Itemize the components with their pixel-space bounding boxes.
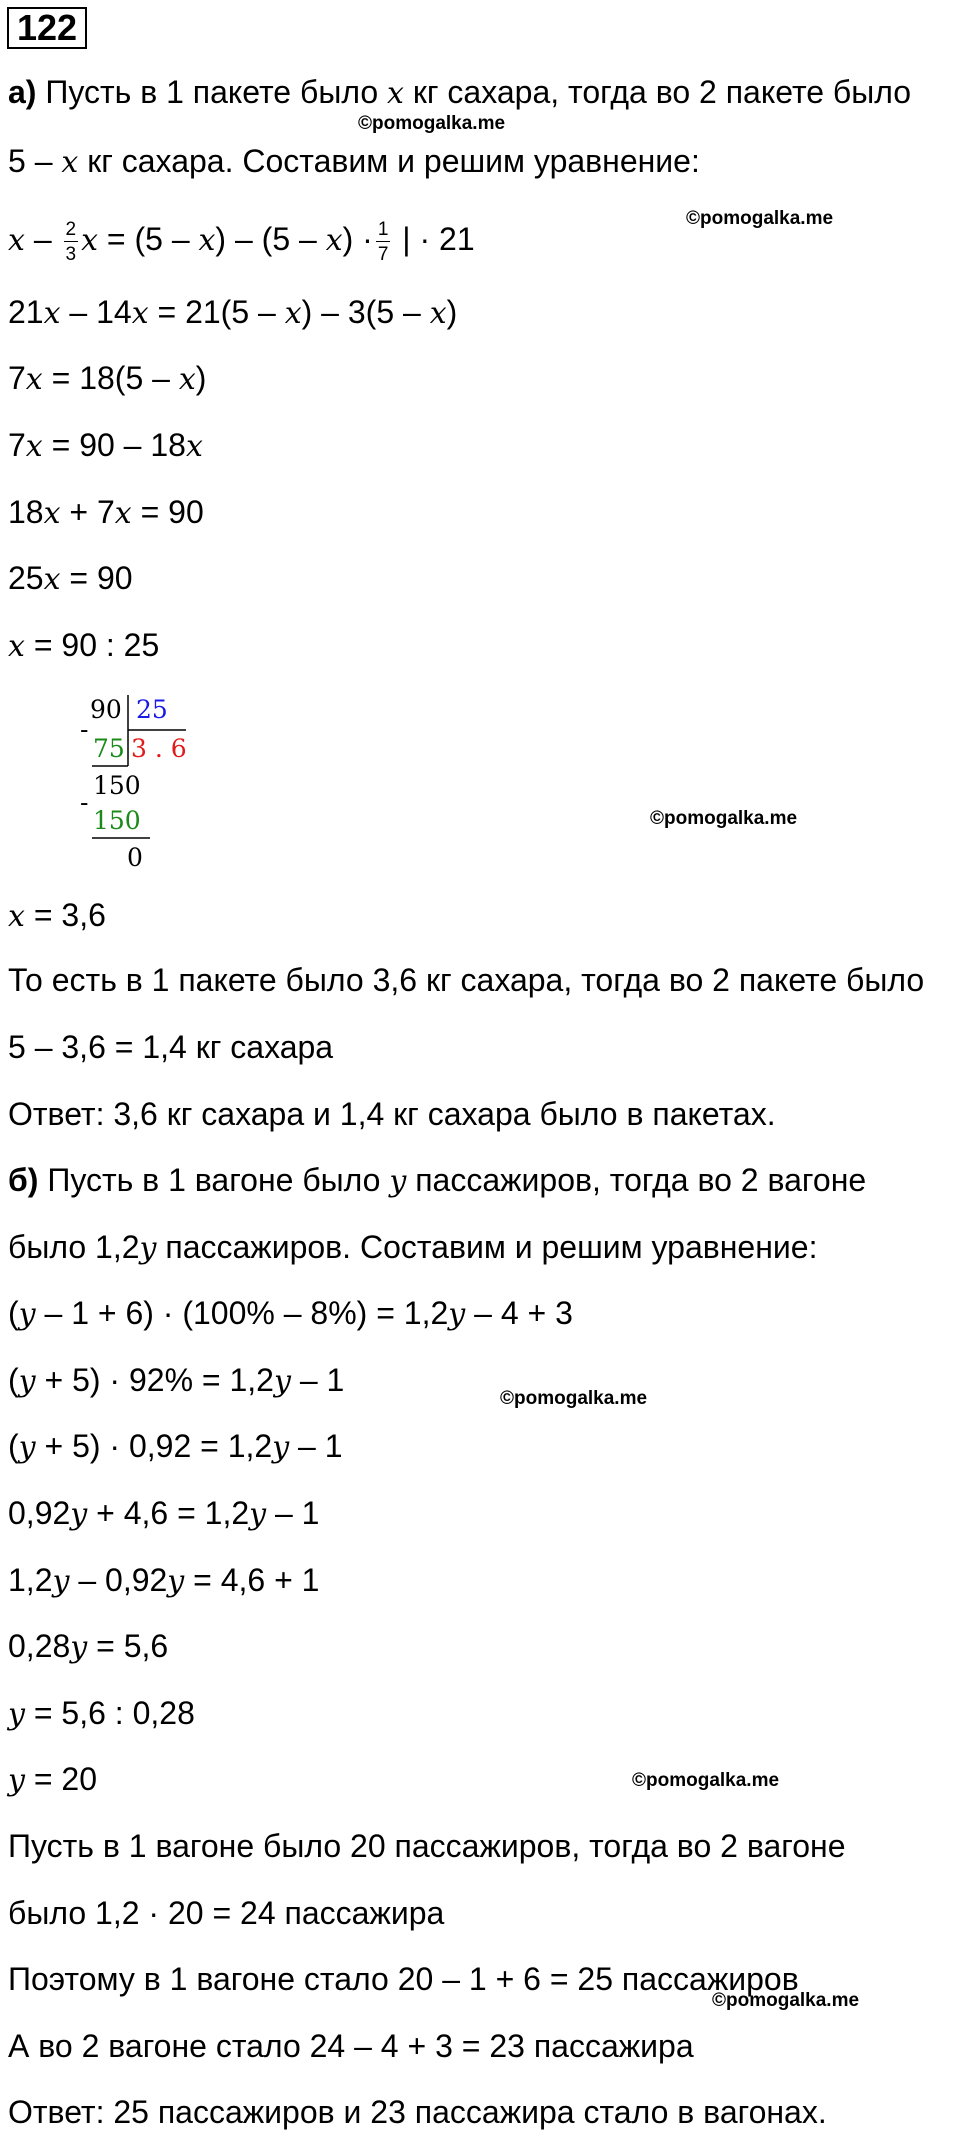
part-a-equation-4 [8, 425, 203, 467]
part-b-equation-6 [8, 1626, 168, 1668]
var-x: x [43, 562, 61, 597]
part-b-text-2: было 1,2 · 20 = 24 пассажира [8, 1895, 445, 1931]
text: – 1 [266, 1495, 320, 1531]
text: 1,2 [8, 1562, 53, 1598]
text: = 3,6 [24, 897, 106, 933]
division-remainder-2: 0 [127, 843, 143, 872]
text: 7 [8, 427, 26, 463]
text: 5 – [8, 143, 62, 179]
watermark: ©pomogalka.me [686, 208, 834, 229]
var-x: x [25, 429, 43, 464]
part-a-equation-5 [8, 492, 204, 534]
text: + 5) · 92% = 1,2 [35, 1362, 274, 1398]
numerator: 1 [377, 218, 389, 240]
text: = 20 [24, 1761, 98, 1797]
part-a-equation-6 [8, 558, 133, 600]
text: ) · [342, 221, 373, 257]
watermark: ©pomogalka.me [500, 1388, 648, 1409]
var-x: x [61, 145, 79, 180]
var-y: y [18, 1430, 36, 1465]
part-b-equation-4 [8, 1493, 319, 1535]
part-b-text-4: А во 2 вагоне стало 24 – 4 + 3 = 23 пассажира [8, 2028, 694, 2064]
text: – 1 [289, 1428, 343, 1464]
text: ( [8, 1295, 19, 1331]
part-b-answer: Ответ: 25 пассажиров и 23 пассажира стало в вагонах. [8, 2094, 827, 2130]
division-minus-1: - [80, 715, 89, 744]
division-subtrahend-1: 75 [93, 734, 125, 763]
division-minus-2: - [80, 788, 89, 817]
text: = 4,6 + 1 [184, 1562, 320, 1598]
part-b-label: б) [8, 1162, 39, 1198]
text: | · 21 [393, 221, 475, 257]
text: + 5) · 0,92 = 1,2 [35, 1428, 273, 1464]
part-a-equation-3 [8, 358, 206, 400]
task-number: 122 [7, 7, 87, 49]
var-y: y [18, 1297, 36, 1332]
text: = 5,6 [87, 1628, 169, 1664]
text: 21 [8, 294, 44, 330]
denominator: 3 [65, 243, 77, 265]
var-y: y [52, 1564, 70, 1599]
text: пассажиров. Составим и решим уравнение: [156, 1229, 818, 1265]
var-x: x [325, 223, 343, 258]
text: 18 [8, 494, 44, 530]
var-x: x [81, 223, 98, 258]
text: ) – (5 – [215, 221, 326, 257]
text: – 4 + 3 [465, 1295, 573, 1331]
var-x: x [387, 76, 404, 111]
text: пассажиров, тогда во 2 вагоне [406, 1162, 867, 1198]
var-y: y [249, 1497, 267, 1532]
text: Пусть в 1 пакете было [36, 74, 388, 110]
text: – 0,92 [69, 1562, 168, 1598]
text: = 90 [131, 494, 204, 530]
text: кг сахара. Составим и решим уравнение: [78, 143, 700, 179]
var-x: x [284, 296, 302, 331]
text: ) [446, 294, 458, 330]
numerator: 2 [65, 218, 77, 240]
var-y: y [70, 1630, 88, 1665]
var-x: x [8, 223, 25, 258]
text: – [24, 221, 61, 257]
text: = 5,6 : 0,28 [24, 1695, 195, 1731]
part-b-equation-5 [8, 1560, 319, 1602]
part-b-equation-8 [8, 1759, 97, 1801]
var-y: y [8, 1697, 25, 1732]
part-b-intro-line [8, 1160, 866, 1202]
fraction-two-thirds [64, 220, 79, 264]
text: = (5 – [98, 221, 199, 257]
text: было 1,2 [8, 1229, 140, 1265]
text: = 90 [60, 560, 133, 596]
part-a-equation-2 [8, 292, 457, 334]
text: ) – 3(5 – [301, 294, 430, 330]
watermark: ©pomogalka.me [632, 1770, 780, 1791]
var-y: y [272, 1430, 290, 1465]
var-y: y [389, 1164, 407, 1199]
division-quotient: 3 . 6 [131, 734, 187, 763]
var-x: x [198, 223, 216, 258]
part-a-label: а) [8, 74, 37, 110]
var-y: y [70, 1497, 88, 1532]
part-b-equation-1 [8, 1293, 573, 1335]
part-a-text-1: То есть в 1 пакете было 3,6 кг сахара, тогда во 2 пакете было [8, 962, 925, 998]
text: Пусть в 1 вагоне было [38, 1162, 390, 1198]
part-b-intro-line-2 [8, 1227, 817, 1269]
part-a-equation-1 [8, 219, 475, 264]
var-x: x [8, 899, 25, 934]
part-a-text-2: 5 – 3,6 = 1,4 кг сахара [8, 1029, 334, 1065]
watermark: ©pomogalka.me [358, 113, 506, 134]
var-x: x [114, 496, 132, 531]
text: – 1 + 6) · (100% – 8%) = 1,2 [35, 1295, 449, 1331]
text: – 14 [60, 294, 132, 330]
part-b-equation-3 [8, 1426, 343, 1468]
part-a-intro-line [8, 72, 911, 114]
text: ) [195, 360, 207, 396]
fraction-one-seventh [376, 220, 391, 264]
text: 25 [8, 560, 44, 596]
text: – 1 [290, 1362, 345, 1398]
var-y: y [273, 1364, 291, 1399]
part-a-equation-7 [8, 625, 159, 667]
text: ( [8, 1428, 19, 1464]
text: 0,28 [8, 1628, 71, 1664]
text: = 18(5 – [42, 360, 179, 396]
var-y: y [8, 1763, 25, 1798]
text: + 4,6 = 1,2 [87, 1495, 250, 1531]
var-x: x [429, 296, 447, 331]
var-y: y [139, 1231, 157, 1266]
division-subtrahend-2: 150 [93, 806, 141, 835]
var-y: y [18, 1364, 36, 1399]
var-y: y [448, 1297, 466, 1332]
text: 0,92 [8, 1495, 71, 1531]
var-x: x [131, 296, 149, 331]
part-b-text-1: Пусть в 1 вагоне было 20 пассажиров, тогда во 2 вагоне [8, 1828, 846, 1864]
text: = 21(5 – [148, 294, 285, 330]
text: 7 [8, 360, 26, 396]
division-remainder-1: 150 [93, 771, 141, 800]
part-a-result [8, 895, 106, 937]
var-x: x [185, 429, 203, 464]
division-dividend: 90 [90, 695, 122, 724]
var-x: x [43, 496, 61, 531]
part-b-equation-7 [8, 1693, 195, 1735]
var-y: y [167, 1564, 185, 1599]
text: = 90 : 25 [24, 627, 160, 663]
watermark: ©pomogalka.me [650, 808, 798, 829]
text: = 90 – 18 [42, 427, 186, 463]
var-x: x [8, 629, 25, 664]
text: кг сахара, тогда во 2 пакете было [403, 74, 912, 110]
part-a-intro-line-2 [8, 141, 700, 183]
text: + 7 [60, 494, 115, 530]
var-x: x [25, 362, 43, 397]
text: ( [8, 1362, 19, 1398]
var-x: x [43, 296, 61, 331]
watermark: ©pomogalka.me [712, 1990, 860, 2011]
var-x: x [178, 362, 196, 397]
part-b-equation-2 [8, 1360, 344, 1402]
part-a-answer: Ответ: 3,6 кг сахара и 1,4 кг сахара было в пакетах. [8, 1096, 776, 1132]
denominator: 7 [377, 243, 389, 265]
part-b-text-3: Поэтому в 1 вагоне стало 20 – 1 + 6 = 25 пассажиров [8, 1961, 799, 1997]
division-divisor: 25 [136, 695, 168, 724]
